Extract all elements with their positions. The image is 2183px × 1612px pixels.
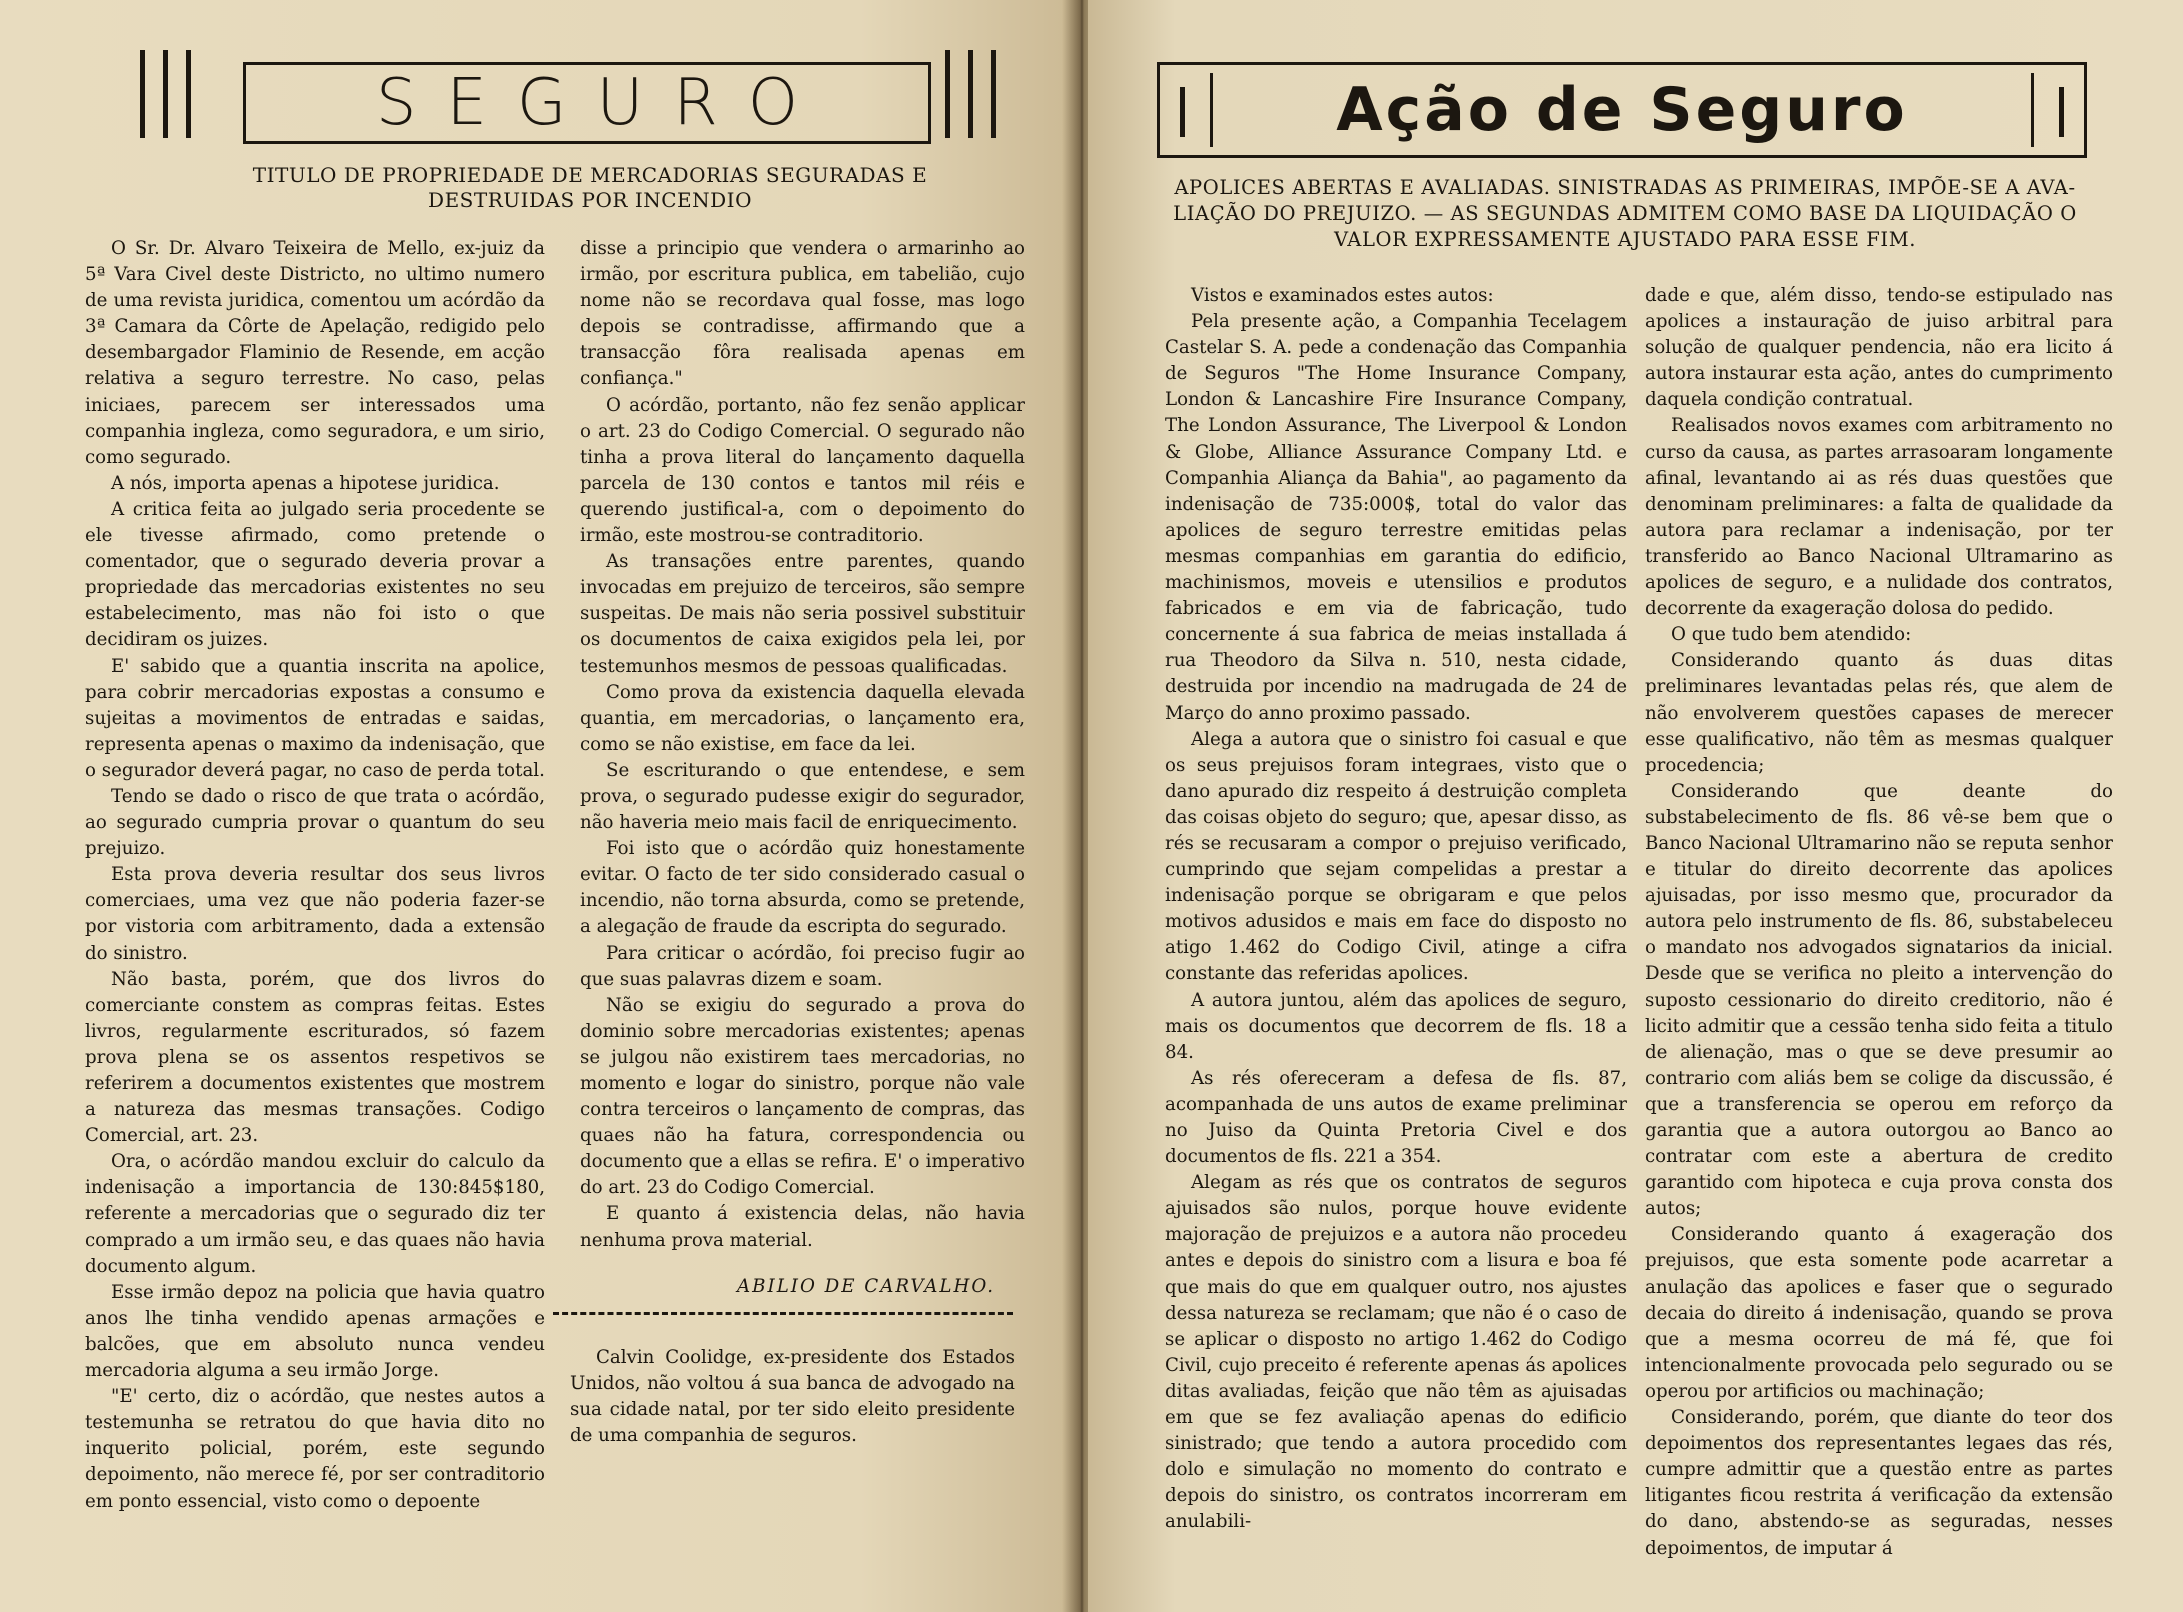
right-column-1 <box>1165 283 1627 1536</box>
paragraph: Realisados novos exames com arbitramento no curso da causa, as partes arrasoaram longamente afinal, levantando ai as rés duas questões que denominam preliminares: a falta de qualidade da autora para reclamar a indenisação, por ter transferido ao Banco Nacional Ultramarino as apolices de seguro, e a nulidade dos contratos, decorrente da exageração dolosa do pedido. <box>1645 415 2113 620</box>
left-subhead-line1: TITULO DE PROPRIEDADE DE MERCADORIAS SEGURADAS E <box>252 163 928 187</box>
paragraph: Não basta, porém, que dos livros do comerciante constem as compras feitas. Estes livros, regularmente escriturados, só fazem prova plena se os assentos respetivos se referirem a documentos existentes que mostrem a natureza das mesmas transações. Codigo Comercial, art. 23. <box>85 968 545 1147</box>
paragraph: Tendo se dado o risco de que trata o acórdão, ao segurado cumpria provar o quantum do seu prejuizo. <box>85 785 545 860</box>
left-page <box>0 0 1075 1612</box>
seguro-masthead <box>140 40 1025 138</box>
paragraph: E' sabido que a quantia inscrita na apolice, para cobrir mercadorias expostas a consumo e sujeitas a movimentos de entradas e saidas, representa apenas o maximo da indenisação, que o segurador deverá pagar, no caso de perda total. <box>85 655 545 781</box>
paragraph: Esse irmão depoz na policia que havia quatro anos lhe tinha vendido apenas armações e balcões, que em absoluto nunca vendeu mercadoria alguma a seu irmão Jorge. <box>85 1281 545 1382</box>
paragraph: Se escriturando o que entendese, e sem prova, o segurado pudesse exigir do segurador, não haveria meio mais facil de enriquecimento. <box>580 759 1025 834</box>
masthead-left-bar <box>1180 87 1185 137</box>
paragraph: Foi isto que o acórdão quiz honestamente evitar. O facto de ter sido considerado casual o incendio, não torna absurda, como se pretende, a alegação de fraude da escripta do segurado. <box>580 838 1025 938</box>
masthead-title: SEGURO <box>375 66 829 140</box>
right-subhead-line2: LIAÇÃO DO PREJUIZO. — AS SEGUNDAS ADMITEM COMO BASE DA LIQUIDAÇÃO O <box>1173 202 2077 225</box>
paragraph: Considerando quanto ás duas ditas preliminares levantadas pelas rés, que alem de não envolverem questões capases de merecer esse qualificativo, não têm as mesmas qualquer procedencia; <box>1645 650 2113 776</box>
right-subhead-line1: APOLICES ABERTAS E AVALIADAS. SINISTRADAS AS PRIMEIRAS, IMPÕE-SE A AVA- <box>1174 176 2076 199</box>
masthead-title: Ação de Seguro <box>1336 75 1908 145</box>
right-subhead <box>1165 175 2085 253</box>
paragraph: Considerando, porém, que diante do teor dos depoimentos dos representantes legaes das rés, cumpre admittir que a questão entre as partes litigantes ficou restrita á verificação da extensão do dano, abstendo-se as seguradas, nesses depoimentos, de imputar á <box>1645 1407 2113 1559</box>
coolidge-note <box>570 1345 1015 1449</box>
paragraph: O acórdão, portanto, não fez senão applicar o art. 23 do Codigo Comercial. O segurado não tinha a prova literal do lançamento daquella parcela de 130 contos e tantos mil réis e querendo justifical-a, com o depoimento do irmão, este mostrou-se contraditorio. <box>580 394 1025 547</box>
left-column-1 <box>85 236 545 1515</box>
author-signature: ABILIO DE CARVALHO. <box>737 1275 995 1297</box>
paragraph: As rés ofereceram a defesa de fls. 87, acompanhada de uns autos de exame preliminar no Juiso da Quinta Pretoria Civel e dos documentos de fls. 221 a 354. <box>1165 1067 1627 1168</box>
paragraph: A nós, importa apenas a hipotese juridica. <box>111 472 500 494</box>
left-subhead <box>200 163 980 213</box>
masthead-title-box <box>243 62 931 144</box>
paragraph: Alegam as rés que os contratos de seguros ajuisados são nulos, porque houve evidente majoração de prejuizos e a autora não procedeu antes e depois do sinistro com a lisura e boa fé que mais do que em qualquer outro, nos ajustes dessa natureza se reclamam; que não é o caso de se aplicar o disposto no artigo 1.462 do Codigo Civil, cujo preceito é referente apenas ás apolices ditas avaliadas, feição que não têm as ajuisadas em que se fez avaliação apenas do edificio sinistrado; que tendo a autora procedido com dolo e simulação no momento do contrato e depois do sinistro, os contratos incorreram em anulabili- <box>1165 1172 1627 1533</box>
paragraph: Considerando que deante do substabelecimento de fls. 86 vê-se bem que o Banco Nacional Ultramarino não se reputa senhor e titular do direito decorrente das apolices ajuisadas, por isso mesmo que, procurador da autora pelo instrumento de fls. 86, substabeleceu o mandato nos advogados signatarios da inicial. Desde que se verifica no pleito a intervenção do suposto cessionario do direito creditorio, não é licito admitir que a cessão tenha sido feita a titulo de alienação, mas o que se deve presumir ao contrario com aliás bem se colige da discussão, é que a transferencia se operou em reforço da garantia que a autora outorgou ao Banco ao contratar com este a abertura de credito garantido com hipoteca e cuja prova consta dos autos; <box>1645 780 2113 1220</box>
masthead-right-bars <box>945 50 996 138</box>
paragraph: dade e que, além disso, tendo-se estipulado nas apolices a instauração de juiso arbitral para solução de qualquer pendencia, não era licito á autora instaurar esta ação, antes do cumprimento daquela condição contratual. <box>1645 285 2113 411</box>
left-column-2 <box>580 236 1025 1300</box>
paragraph: disse a principio que vendera o armarinho ao irmão, por escritura publica, em tabelião, cujo nome não se recordava qual fosse, mas logo depois se contradisse, affirmando que a transacção fôra realisada apenas em confiança." <box>580 238 1025 390</box>
paragraph: Alega a autora que o sinistro foi casual e que os seus prejuisos foram integraes, visto que o dano apurado diz respeito á destruição completa das coisas objeto do seguro; que, apesar disso, as rés se recusaram a compor o prejuiso verificado, cumprindo que sejam compelidas a prestar a indenisação porque se obrigaram e que pelos motivos adusidos e mais em face do disposto no atigo 1.462 do Codigo Civil, atinge a cifra constante das referidas apolices. <box>1165 728 1627 985</box>
paragraph: A autora juntou, além das apolices de seguro, mais os documentos que decorrem de fls. 18 a 84. <box>1165 989 1627 1063</box>
dashed-divider <box>553 1312 1013 1315</box>
paragraph: Esta prova deveria resultar dos seus livros comerciaes, uma vez que não poderia fazer-se por vistoria com arbitramento, dada a extensão do sinistro. <box>85 864 545 964</box>
masthead-title-box <box>1210 73 2034 147</box>
paragraph: O Sr. Dr. Alvaro Teixeira de Mello, ex-juiz da 5ª Vara Civel deste Districto, no ultimo numero de uma revista juridica, comentou um acórdão da 3ª Camara da Côrte de Apelação, redigido pelo desembargador Flaminio de Resende, em acção relativa a seguro terrestre. No caso, pelas iniciaes, parecem ser interessados uma companhia ingleza, como seguradora, e um sirio, como segurado. <box>85 238 545 468</box>
paragraph: Ora, o acórdão mandou excluir do calculo da indenisação a importancia de 130:845$180, referente a mercadorias que o segurado diz ter comprado a um irmão seu, e das quaes não havia documento algum. <box>85 1151 545 1277</box>
paragraph: Considerando quanto á exageração dos prejuisos, que esta somente pode acarretar a anulação das apolices e faser que o segurado decaia do direito á indenisação, quando se prova que a mesma ocorreu de má fé, que foi intencionalmente provocada pelo segurado ou se operou por artificios ou machinação; <box>1645 1224 2113 1402</box>
paragraph: As transações entre parentes, quando invocadas em prejuizo de terceiros, são sempre suspeitas. De mais não seria possivel substituir os documentos de caixa exigidos pela lei, por testemunhos mesmos de pessoas qualificadas. <box>580 551 1025 677</box>
paragraph: O que tudo bem atendido: <box>1671 624 1912 646</box>
paragraph: E quanto á existencia delas, não havia nenhuma prova material. <box>580 1203 1025 1251</box>
note-text: Calvin Coolidge, ex-presidente dos Estados Unidos, não voltou á sua banca de advogado na sua cidade natal, por ter sido eleito presidente de uma companhia de seguros. <box>570 1347 1015 1447</box>
masthead-right-bar <box>2059 87 2064 137</box>
right-column-2 <box>1645 283 2113 1562</box>
right-subhead-line3: VALOR EXPRESSAMENTE AJUSTADO PARA ESSE FIM. <box>1333 228 1917 251</box>
acao-masthead <box>1157 62 2087 158</box>
paragraph: Como prova da existencia daquella elevada quantia, em mercadorias, o lançamento era, como se não existise, em face da lei. <box>580 681 1025 755</box>
paragraph: Não se exigiu do segurado a prova do dominio sobre mercadorias existentes; apenas se julgou não existirem taes mercadorias, no momento e logar do sinistro, porque não vale contra terceiros o lançamento de compras, das quaes não ha fatura, correspondencia ou documento que a ellas se refira. E' o imperativo do art. 23 do Codigo Comercial. <box>580 994 1025 1199</box>
paragraph: "E' certo, diz o acórdão, que nestes autos a testemunha se retratou do que havia dito no inquerito policial, porém, este segundo depoimento, não merece fé, por ser contraditorio em ponto essencial, visto como o depoente <box>85 1386 545 1512</box>
paragraph: Pela presente ação, a Companhia Tecelagem Castelar S. A. pede a condenação das Companhia de Seguros "The Home Insurance Company, London & Lancashire Fire Insurance Company, The London Assurance, The Liverpool & London & Globe, Alliance Assurance Company Ltd. e Companhia Aliança da Bahia", ao pagamento da indenisação de 735:000$, total do valor das apolices de seguro terrestre emitidas pelas mesmas companhias em garantia do edificio, machinismos, moveis e utensilios e produtos fabricados e em via de fabricação, tudo concernente á sua fabrica de meias installada á rua Theodoro da Silva n. 510, nesta cidade, destruida por incendio na madrugada de 24 de Março do anno proximo passado. <box>1165 311 1627 724</box>
paragraph: Vistos e examinados estes autos: <box>1191 285 1494 306</box>
left-subhead-line2: DESTRUIDAS POR INCENDIO <box>428 188 752 212</box>
paragraph: A critica feita ao julgado seria procedente se ele tivesse afirmado, como pretende o comentador, que o segurado deveria provar a propriedade das mercadorias existentes no seu estabelecimento, mas não foi isto o que decidiram os juizes. <box>85 498 545 651</box>
paragraph: Para criticar o acórdão, foi preciso fugir ao que suas palavras dizem e soam. <box>580 942 1025 990</box>
masthead-left-bars <box>140 50 191 138</box>
